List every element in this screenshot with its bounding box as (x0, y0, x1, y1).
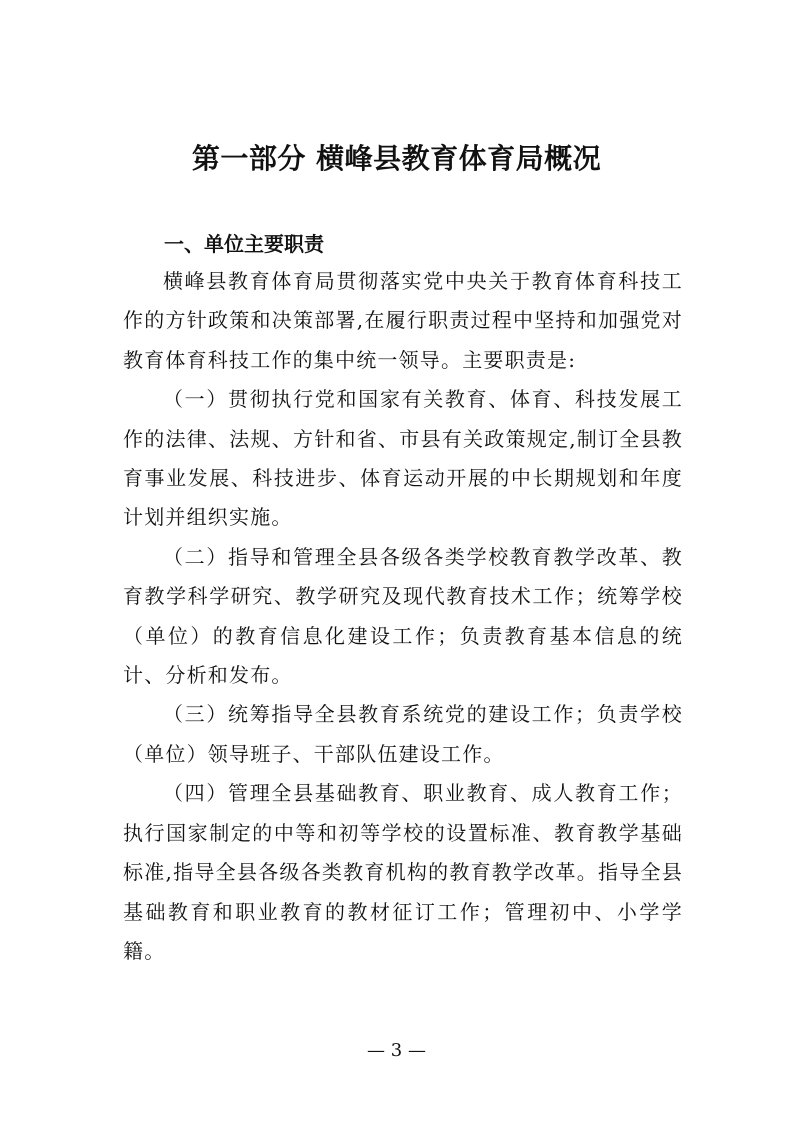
page-title: 第一部分 横峰县教育体育局概况 (191, 142, 602, 175)
body-text (123, 262, 683, 971)
paragraph-duty-1: （一）贯彻执行党和国家有关教育、体育、科技发展工作的法律、法规、方针和省、市县有关政策规定,制订全县教育事业发展、科技进步、体育运动开展的中长期规划和年度计划并组织实施。 (123, 387, 683, 530)
paragraph-intro: 横峰县教育体育局贯彻落实党中央关于教育体育科技工作的方针政策和决策部署,在履行职责过程中坚持和加强党对教育体育科技工作的集中统一领导。主要职责是: (123, 269, 683, 372)
section-heading: 一、单位主要职责 (164, 232, 324, 256)
paragraph-duty-3: （三）统筹指导全县教育系统党的建设工作；负责学校（单位）领导班子、干部队伍建设工作。 (123, 702, 683, 766)
paragraph-duty-4: （四）管理全县基础教育、职业教育、成人教育工作；执行国家制定的中等和初等学校的设置标准、教育教学基础标准,指导全县各级各类教育机构的教育教学改革。指导全县基础教育和职业教育的教材征订工作；管理初中、小学学籍。 (123, 781, 683, 963)
page-number: — 3 — (367, 1040, 426, 1061)
paragraph-duty-2: （二）指导和管理全县各级各类学校教育教学改革、教育教学科学研究、教学研究及现代教育技术工作；统筹学校（单位）的教育信息化建设工作；负责教育基本信息的统计、分析和发布。 (123, 544, 683, 688)
